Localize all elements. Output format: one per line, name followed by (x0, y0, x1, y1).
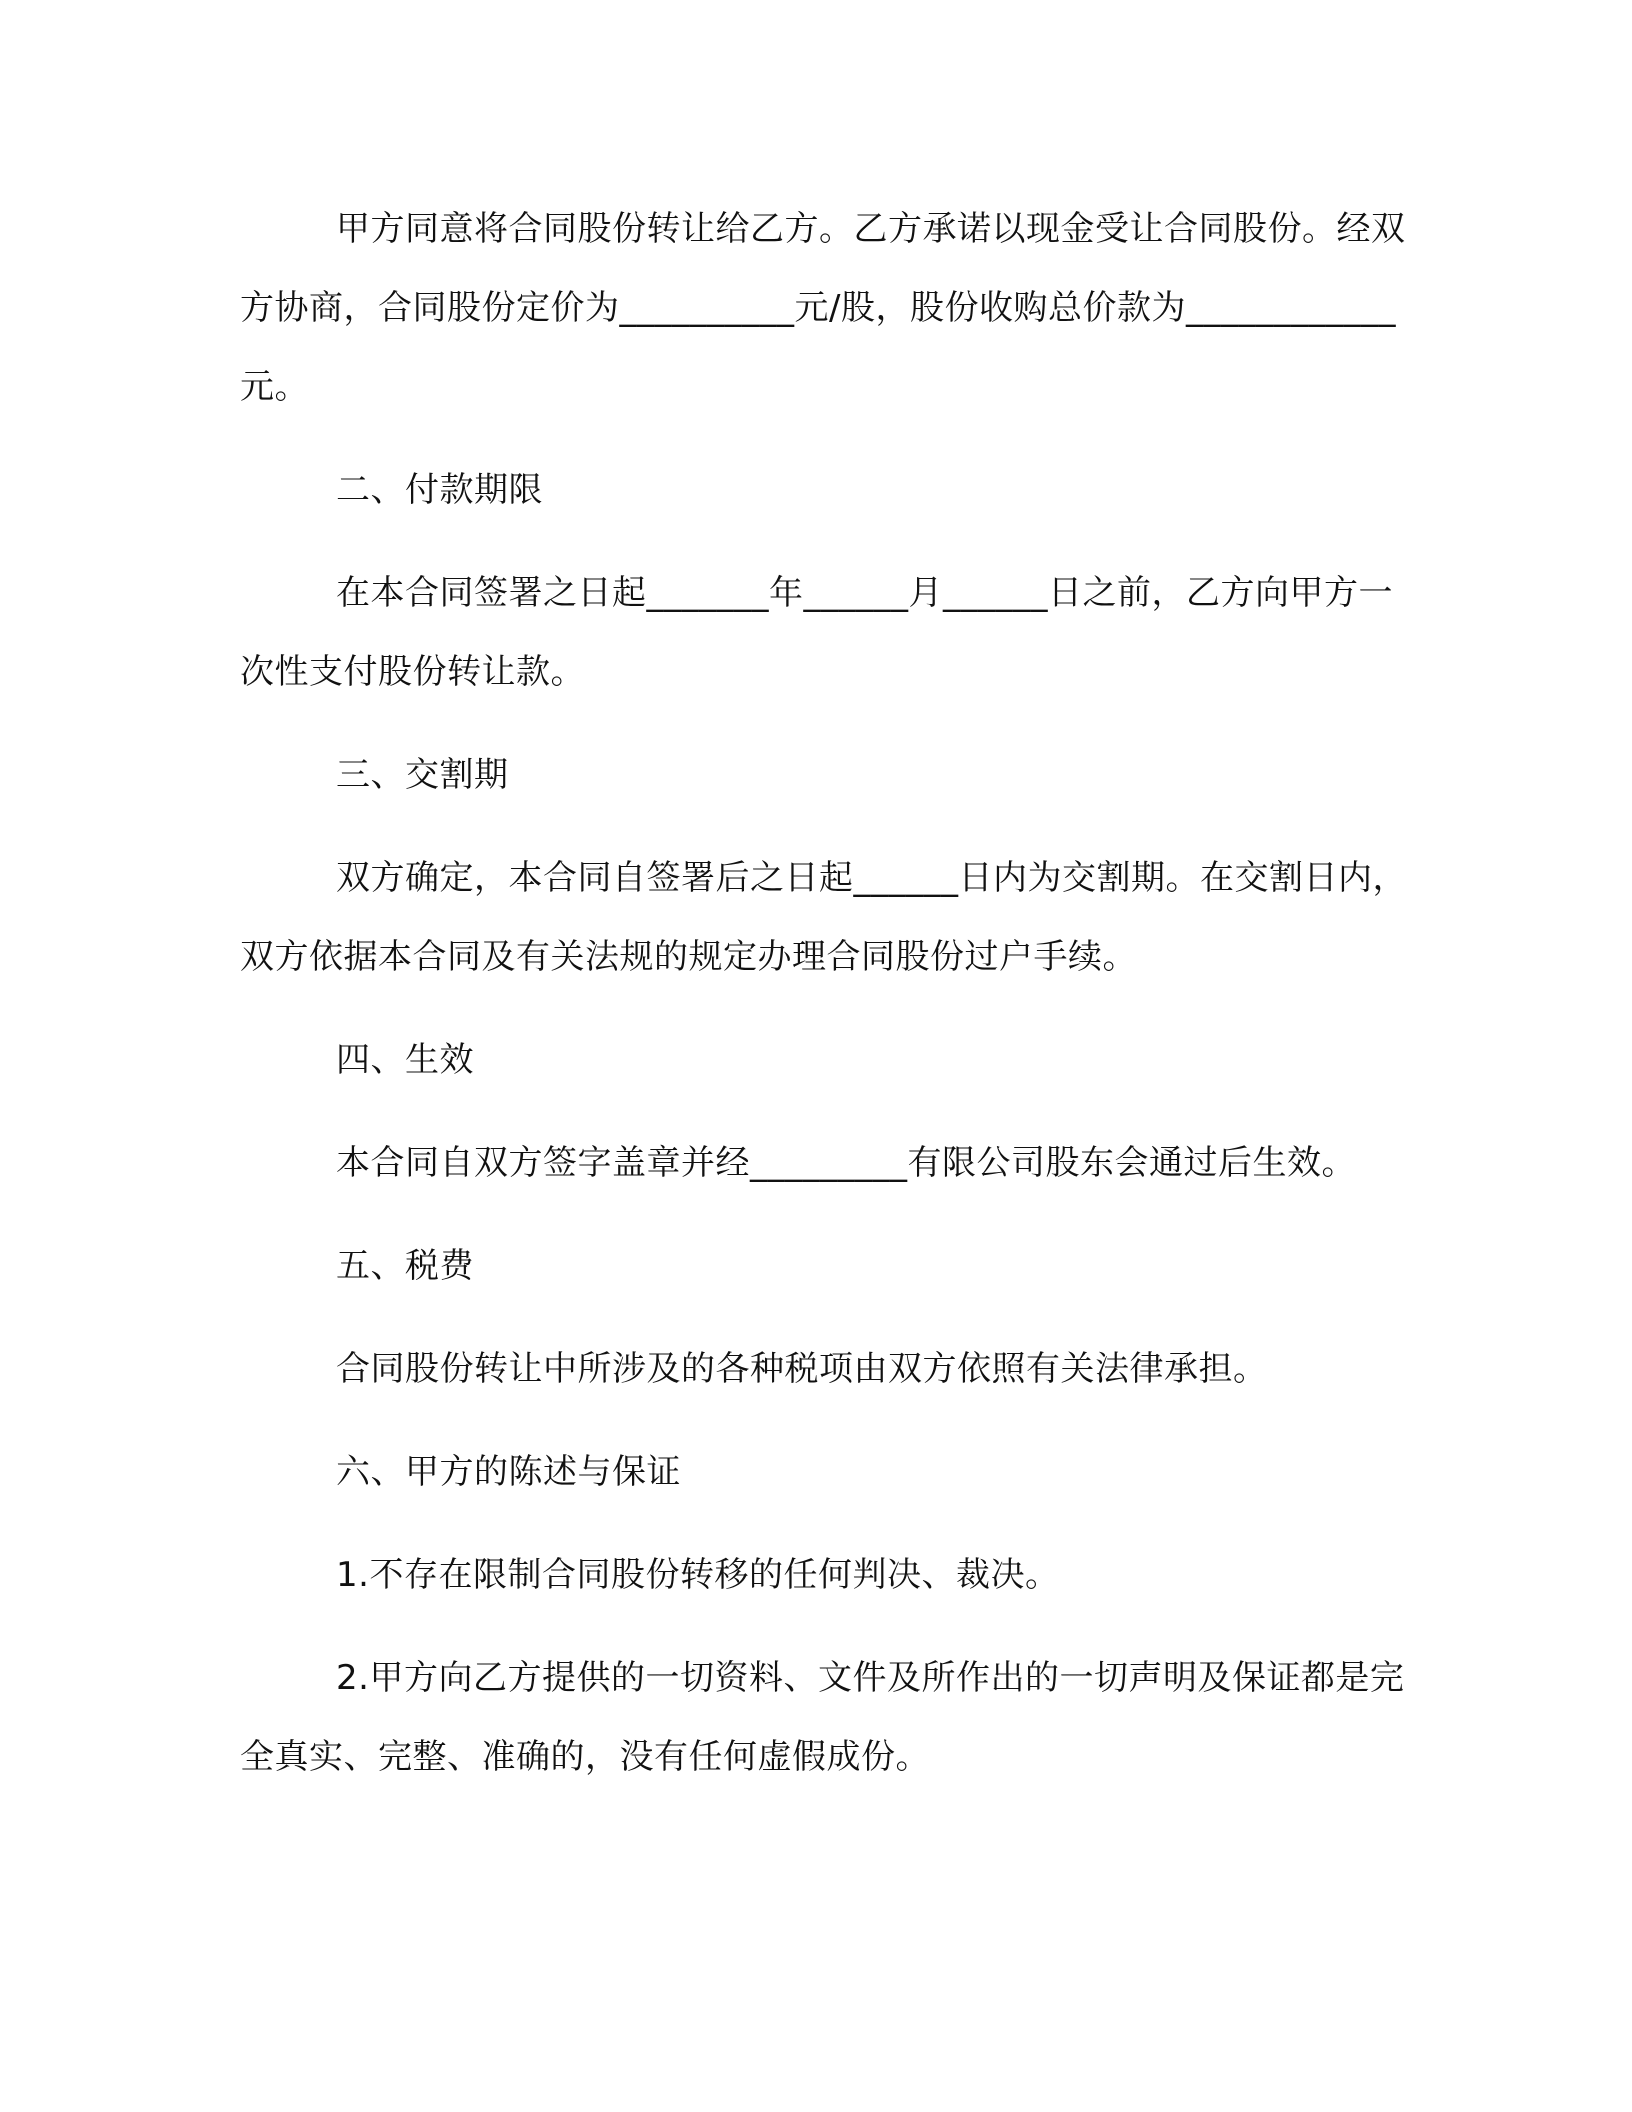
heading-effectiveness: 四、生效 (336, 1040, 474, 1080)
paragraph-share-price: 甲方同意将合同股份转让给乙方。乙方承诺以现金受让合同股份。经双方协商，合同股份定价为__________元/股，股份收购总价款为____________元。 (240, 209, 1406, 407)
paragraph-warranty-2: 2.甲方向乙方提供的一切资料、文件及所作出的一切声明及保证都是完全真实、完整、准确的，没有任何虚假成份。 (240, 1658, 1405, 1777)
paragraph-warranty-1: 1.不存在限制合同股份转移的任何判决、裁决。 (336, 1555, 1060, 1595)
paragraph-effectiveness: 本合同自双方签字盖章并经_________有限公司股东会通过后生效。 (336, 1143, 1356, 1183)
document-body (240, 190, 1410, 1821)
heading-taxes: 五、税费 (336, 1246, 474, 1286)
heading-payment-term: 二、付款期限 (336, 470, 543, 510)
paragraph-payment-term: 在本合同签署之日起_______年______月______日之前，乙方向甲方一次性支付股份转让款。 (240, 573, 1393, 692)
paragraph-delivery-period: 双方确定，本合同自签署后之日起______日内为交割期。在交割日内，双方依据本合同及有关法规的规定办理合同股份过户手续。 (240, 858, 1407, 977)
heading-party-a-warranties: 六、甲方的陈述与保证 (336, 1452, 681, 1492)
paragraph-taxes: 合同股份转让中所涉及的各种税项由双方依照有关法律承担。 (336, 1349, 1268, 1389)
heading-delivery-period: 三、交割期 (336, 755, 509, 795)
